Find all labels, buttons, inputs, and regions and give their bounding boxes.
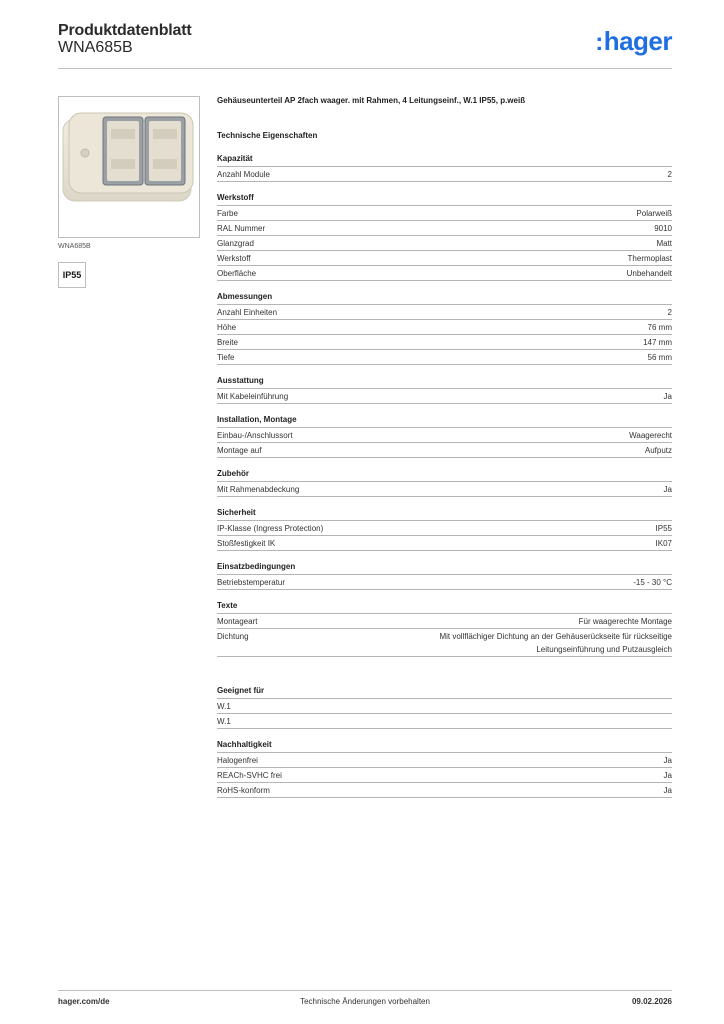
spec-row: [217, 221, 672, 236]
spec-row: [217, 482, 672, 497]
spec-group: [217, 507, 672, 551]
spec-row: [217, 206, 672, 221]
image-caption: WNA685B: [58, 243, 91, 250]
ip-rating-badge: IP55: [58, 262, 86, 288]
spec-value: Mit vollflächiger Dichtung an der Gehäuserückseite für rückseitige Leitungseinführung und Putzausgleich: [439, 632, 672, 654]
spec-value: Aufputz: [644, 446, 672, 455]
article-number: WNA685B: [58, 39, 133, 56]
spec-row: [217, 614, 672, 629]
product-image: [58, 96, 200, 238]
spec-value: 56 mm: [647, 353, 672, 362]
spec-label: Anzahl Einheiten: [217, 308, 278, 317]
spec-value: Ja: [663, 392, 672, 401]
spec-row: [217, 629, 672, 657]
spec-row: [217, 699, 672, 714]
spec-value: IP55: [655, 524, 672, 533]
spec-label: Dichtung: [217, 632, 249, 641]
hager-logo: :hager: [595, 26, 672, 56]
spec-value: IK07: [655, 539, 672, 548]
spec-group: [217, 600, 672, 657]
spec-row: [217, 389, 672, 404]
group-title: Texte: [217, 600, 672, 614]
footer-website: hager.com/de: [58, 997, 110, 1006]
group-title: Installation, Montage: [217, 414, 672, 428]
spec-label: Montage auf: [217, 446, 262, 455]
spec-value: Thermoplast: [627, 254, 672, 263]
group-title: Werkstoff: [217, 192, 672, 206]
spec-group: [217, 414, 672, 458]
spec-label: Werkstoff: [217, 254, 251, 263]
spec-group: [217, 375, 672, 404]
section-heading: Technische Eigenschaften: [217, 131, 318, 140]
spec-value: 9010: [654, 224, 672, 233]
spec-group: [217, 291, 672, 365]
spec-row: [217, 251, 672, 266]
logo-text: hager: [603, 26, 672, 56]
group-title: Zubehör: [217, 468, 672, 482]
spec-label: Glanzgrad: [217, 239, 254, 248]
spec-value: 2: [667, 170, 672, 179]
spec-value: Polarweiß: [636, 209, 672, 218]
group-title: Kapazität: [217, 153, 672, 167]
product-title: Gehäuseunterteil AP 2fach waager. mit Rahmen, 4 Leitungseinf., W.1 IP55, p.weiß: [217, 96, 526, 105]
spec-label: Anzahl Module: [217, 170, 270, 179]
spec-label: W.1: [217, 702, 231, 711]
spec-groups: [217, 153, 672, 798]
spec-value: Ja: [663, 771, 672, 780]
spec-row: [217, 335, 672, 350]
group-title: Geeignet für: [217, 685, 672, 699]
spec-label: Mit Kabeleinführung: [217, 392, 289, 401]
spec-row: [217, 350, 672, 365]
group-title: Nachhaltigkeit: [217, 739, 672, 753]
spec-row: [217, 783, 672, 798]
spec-label: Tiefe: [217, 353, 235, 362]
footer-note: Technische Änderungen vorbehalten: [300, 997, 430, 1006]
spec-row: [217, 575, 672, 590]
spec-row: [217, 266, 672, 281]
spec-row: [217, 236, 672, 251]
page-header: [58, 20, 672, 69]
group-title: Ausstattung: [217, 375, 672, 389]
spec-group: [217, 153, 672, 182]
spacer: [217, 667, 672, 685]
spec-row: [217, 428, 672, 443]
spec-group: [217, 739, 672, 798]
spec-label: Halogenfrei: [217, 756, 258, 765]
spec-label: Montageart: [217, 617, 258, 626]
spec-group: [217, 685, 672, 729]
spec-row: [217, 753, 672, 768]
spec-value: Für waagerechte Montage: [578, 617, 672, 626]
spec-content: [217, 96, 672, 808]
spec-group: [217, 192, 672, 281]
spec-row: [217, 443, 672, 458]
group-title: Sicherheit: [217, 507, 672, 521]
spec-label: Breite: [217, 338, 238, 347]
spec-row: [217, 167, 672, 182]
product-illustration: [59, 97, 199, 237]
spec-label: REACh-SVHC frei: [217, 771, 282, 780]
spec-value: -15 - 30 °C: [633, 578, 672, 587]
group-title: Abmessungen: [217, 291, 672, 305]
spec-label: W.1: [217, 717, 231, 726]
spec-label: RoHS-konform: [217, 786, 270, 795]
spec-value: 76 mm: [647, 323, 672, 332]
spec-label: Mit Rahmenabdeckung: [217, 485, 300, 494]
footer-date: 09.02.2026: [631, 997, 672, 1006]
spec-value: Waagerecht: [629, 431, 672, 440]
document-title: Produktdatenblatt: [58, 22, 192, 39]
spec-value: Ja: [663, 756, 672, 765]
spec-group: [217, 561, 672, 590]
spec-label: IP-Klasse (Ingress Protection): [217, 524, 324, 533]
spec-label: Stoßfestigkeit IK: [217, 539, 276, 548]
spec-label: Oberfläche: [217, 269, 257, 278]
spec-row: [217, 536, 672, 551]
spec-value: Ja: [663, 786, 672, 795]
spec-row: [217, 714, 672, 729]
spec-value: 2: [667, 308, 672, 317]
spec-label: Farbe: [217, 209, 238, 218]
spec-row: [217, 768, 672, 783]
spec-label: Höhe: [217, 323, 237, 332]
spec-group: [217, 468, 672, 497]
spec-row: [217, 320, 672, 335]
page-footer: [58, 990, 672, 1011]
group-title: Einsatzbedingungen: [217, 561, 672, 575]
spec-label: Betriebstemperatur: [217, 578, 286, 587]
spec-row: [217, 305, 672, 320]
spec-label: Einbau-/Anschlussort: [217, 431, 293, 440]
spec-row: [217, 521, 672, 536]
spec-label: RAL Nummer: [217, 224, 266, 233]
spec-value: Matt: [656, 239, 672, 248]
spec-value: 147 mm: [643, 338, 672, 347]
spec-value: Ja: [663, 485, 672, 494]
spec-value: Unbehandelt: [626, 269, 672, 278]
